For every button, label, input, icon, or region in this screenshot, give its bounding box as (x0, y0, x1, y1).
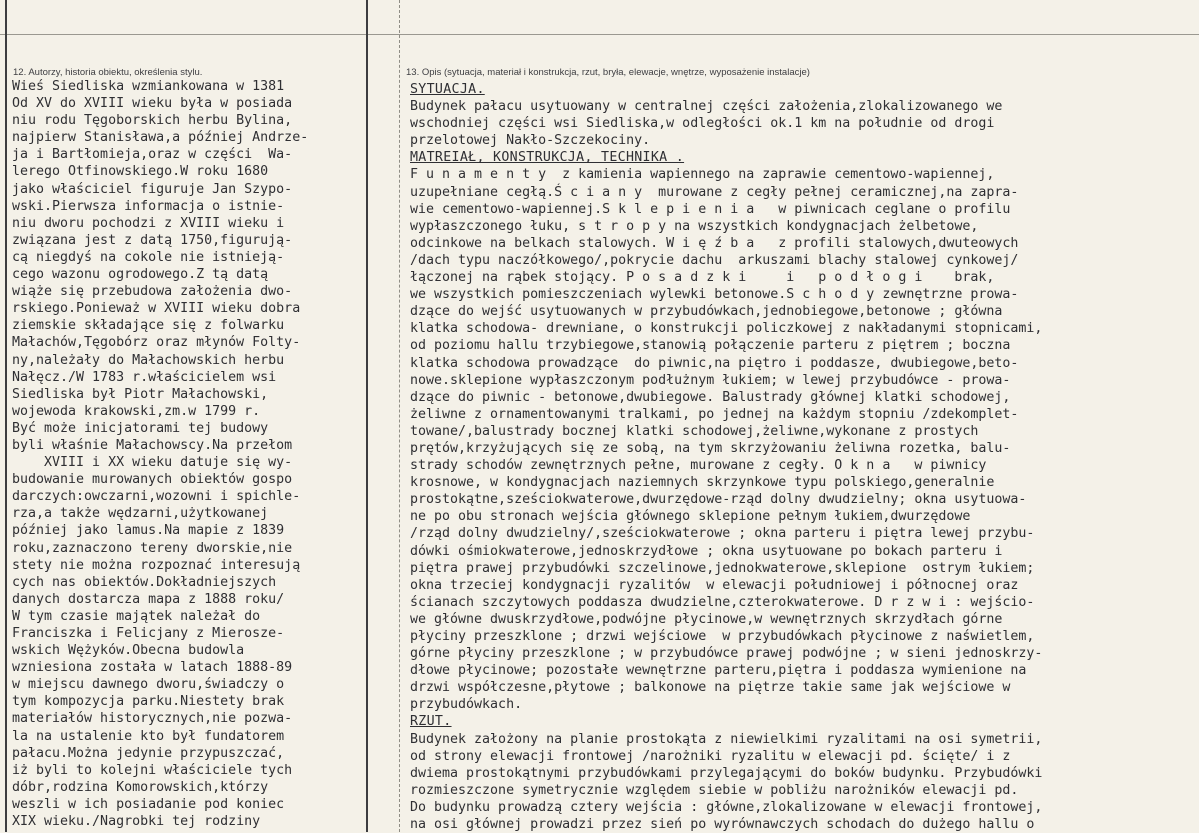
text-line: XIX wieku./Nagrobki tej rodziny (12, 814, 261, 830)
text-line: później jako lamus.Na mapie z 1839 (12, 523, 285, 539)
text-line: rza,a także wędzarni,użytkowanej (12, 506, 269, 522)
text-line: /rząd dolny dwudzielny/,sześciokwaterowe ; okna parteru i piętra lewej przybu- (410, 526, 1035, 542)
text-line: ja i Bartłomieja,oraz w części Wa- (12, 147, 293, 163)
text-line: danych dostarcza mapa z 1888 roku/ (12, 591, 285, 607)
text-line: iż byli to kolejni właściciele tych (12, 762, 293, 778)
text-line: rskiego.Ponieważ w XVIII wieku dobra (12, 301, 301, 317)
text-line: Budynek pałacu usytuowany w centralnej części założenia,zlokalizowanego we (410, 99, 1003, 115)
text-line: materiałów historycznych,nie pozwa- (12, 711, 293, 727)
history-text-column (12, 78, 362, 830)
text-line: płyciny przeszklone ; drzwi wejściowe w przybudówkach płycinowe z naświetlem, (410, 629, 1035, 644)
text-line: związana jest z datą 1750,figurują- (12, 232, 293, 248)
text-line: we główne dwuskrzydłowe,podwójne płycinowe,w wewnętrznych skrzydłach górne (410, 611, 1003, 627)
text-line: niu rodu Tęgoborskich herbu Bylina, (12, 113, 293, 129)
section-heading: MATREIAŁ, KONSTRUKCJA, TECHNIKA . (410, 150, 685, 166)
text-line: górne płyciny przeszklone ; w przybudówce prawej podwójne ; w sieni jednoskrzy- (410, 646, 1043, 662)
text-line: cych nas obiektów.Dokładniejszych (12, 574, 277, 590)
text-line: W tym czasie majątek należał do (12, 608, 261, 624)
text-line: Nałęcz./W 1783 r.właścicielem wsi (12, 369, 277, 385)
description-text-column (410, 81, 1196, 833)
text-line: wie cementowo-wapiennej.S k l e p i e n i a w piwnicach ceglane o profilu (410, 201, 1011, 217)
text-line: prętów,krzyżujących się ze sobą, na tym skrzyżowaniu żeliwna rozetka, balu- (410, 440, 1011, 456)
text-line: drzwi współczesne,płytowe ; balkonowe na piętrze takie same jak wejściowe w (410, 680, 1011, 696)
text-line: od poziomu hallu trzybiegowe,stanowią połączenie parteru z piętrem ; boczna (410, 338, 1011, 354)
text-line: we wszystkich pomieszczeniach wylewki betonowe.S c h o d y zewnętrzne prowa- (410, 287, 1019, 303)
text-line: Franciszka i Felicjany z Mierosze- (12, 626, 285, 641)
text-line: łączonej na rąbek stojący. P o s a d z k i i p o d ł o g i brak, (410, 270, 995, 286)
text-line: ścianach szczytowych poddasza dwudzielne,czterokwaterowe. D r z w i : wejścio- (410, 594, 1035, 610)
left-margin-rule (5, 0, 7, 832)
fold-line (399, 0, 400, 832)
text-line: w miejscu dawnego dworu,świadczy o (12, 677, 285, 693)
text-line: wypłaszczonego łuku, s t r o p y na wszystkich kondygnacjach żelbetowe, (410, 218, 979, 234)
text-line: cego wazonu ogrodowego.Z tą datą (12, 267, 269, 283)
text-line: prostokątne,sześciokwaterowe,dwurzędowe-rząd dolny dwudzielny; okna usytuowa- (410, 492, 1027, 508)
text-line: wzniesiona została w latach 1888-89 (12, 660, 293, 676)
text-line: wojewoda krakowski,zm.w 1799 r. (12, 403, 261, 419)
text-line: krosnowe, w kondygnacjach naziemnych skrzynkowe typu polskiego,generalnie (410, 475, 995, 491)
text-line: weszli w ich posiadanie pod koniec (12, 796, 285, 812)
text-line: nowe.sklepione wypłaszczonym podłużnym łukiem; w lewej przybudówce - prowa- (410, 372, 1011, 388)
text-line: rozmieszczone symetrycznie względem siebie w pobliżu narożników elewacji pd. (410, 782, 1019, 798)
text-line: dówki ośmiokwaterowe,jednoskrzydłowe ; okna usytuowane po bokach parteru i (410, 543, 1003, 559)
text-line: ny,należały do Małachowskich herbu (12, 352, 285, 368)
text-line: darczych:owczarni,wozowni i spichle- (12, 489, 301, 505)
text-line: wski.Pierwsza informacja o istnie- (12, 198, 285, 214)
form-header-rule (0, 34, 1199, 35)
text-line: Budynek założony na planie prostokąta z niewielkimi ryzalitami na osi symetrii, (410, 731, 1043, 747)
text-line: wskich Wężyków.Obecna budowla (12, 643, 245, 659)
text-line: /dach typu naczółkowego/,pokrycie dachu arkuszami blachy stalowej cynkowej/ (410, 252, 1019, 268)
text-line: niu dworu pochodzi z XVIII wieku i (12, 215, 285, 231)
text-line: ziemskie składające się z folwarku (12, 318, 285, 334)
text-line: klatka schodowa prowadzące do piwnic,na piętro i poddasze, dwubiegowe,beto- (410, 355, 1019, 371)
text-line: dzące do piwnic - betonowe,dwubiegowe. Balustrady głównej klatki schodowej, (410, 389, 1011, 405)
text-line: pałacu.Można jedynie przypuszczać, (12, 745, 285, 761)
text-line: Być może inicjatorami tej budowy (12, 420, 269, 436)
text-line: odcinkowe na belkach stalowych. W i ę ź b a z profili stalowych,dwuteowych (410, 235, 1019, 251)
text-line: strady schodów zewnętrznych pełne, murowane z cegły. O k n a w piwnicy (410, 458, 987, 474)
text-line: la na ustalenie kto był fundatorem (12, 728, 285, 744)
text-line: towane/,balustrady bocznej klatki schodowej,żeliwne,wykonane z prostych (410, 423, 979, 439)
text-line: jako właściciel figuruje Jan Szypo- (12, 181, 293, 197)
text-line: wiąże się przebudowa założenia dwo- (12, 284, 293, 300)
text-line: Wieś Siedliska wzmiankowana w 1381 (12, 79, 285, 94)
text-line: budowanie murowanych obiektów gospo (12, 472, 293, 488)
text-line: najpierw Stanisława,a później Andrze- (12, 130, 309, 146)
text-line: dóbr,rodzina Komorowskich,którzy (12, 779, 269, 795)
text-line: stety nie można rozpoznać interesują (12, 557, 301, 573)
text-line: Od XV do XVIII wieku była w posiada (12, 96, 293, 112)
text-line: XVIII i XX wieku datuje się wy- (12, 455, 293, 471)
text-line: piętra prawej przybudówki szczelinowe,jednokwaterowe,sklepione ostrym łukiem; (410, 560, 1035, 576)
column-divider-rule (366, 0, 368, 832)
field-13-label: 13. Opis (sytuacja, materiał i konstrukcja, rzut, bryła, elewacje, wnętrze, wyposażenie instalacje) (406, 67, 810, 78)
text-line: przybudówkach. (410, 697, 523, 713)
text-line: wschodniej części wsi Siedliska,w odległości ok.1 km na południe od drogi (410, 116, 995, 132)
text-line: uzupełniane cegłą.Ś c i a n y murowane z cegły pełnej ceramicznej,na zapra- (410, 184, 1019, 200)
text-line: ne po obu stronach wejścia głównego sklepione pełnym łukiem,dwurzędowe (410, 509, 971, 525)
text-line: klatka schodowa- drewniane, o konstrukcji policzkowej z nakładanymi stopnicami, (410, 321, 1043, 337)
text-line: tym kompozycja parku.Niestety brak (12, 694, 285, 710)
text-line: dwiema prostokątnymi przybudówkami przylegającymi do boków budynku. Przybudówki (410, 765, 1043, 781)
text-line: dłowe płycinowe; pozostałe wewnętrzne parteru,piętra i poddasza wymienione na (410, 663, 1027, 679)
text-line: lerego Otfinowskiego.W roku 1680 (12, 164, 269, 180)
section-heading: SYTUACJA. (410, 82, 485, 97)
text-line: Małachów,Tęgobórz oraz młynów Folty- (12, 335, 301, 351)
field-12-label: 12. Autorzy, historia obiektu, określenia stylu. (13, 67, 203, 78)
text-line: cą niegdyś na cokole nie istnieją- (12, 249, 285, 265)
text-line: żeliwne z ornamentowanymi tralkami, po jednej na każdym stopniu /zdekomplet- (410, 406, 1019, 422)
text-line: F u n a m e n t y z kamienia wapiennego na zaprawie cementowo-wapiennej, (410, 167, 995, 183)
text-line: byli właśnie Małachowscy.Na przełom (12, 437, 293, 453)
text-line: roku,zaznaczono tereny dworskie,nie (12, 540, 293, 556)
section-heading: RZUT. (410, 714, 452, 730)
text-line: przelotowej Nakło-Szczekociny. (410, 133, 651, 149)
text-line: dzące do wejść usytuowanych w przybudówkach,jednobiegowe,betonowe ; główna (410, 304, 1003, 320)
text-line: od strony elewacji frontowej /narożniki ryzalitu w elewacji pd. ścięte/ i z (410, 748, 1011, 764)
text-line: na osi głównej prowadzi przez sień po wyrównawczych schodach do dużego hallu o (410, 817, 1035, 833)
text-line: okna trzeciej kondygnacji ryzalitów w elewacji południowej i północnej oraz (410, 577, 1019, 593)
text-line: Siedliska był Piotr Małachowski, (12, 386, 269, 402)
text-line: Do budynku prowadzą cztery wejścia : główne,zlokalizowane w elewacji frontowej, (410, 799, 1043, 815)
